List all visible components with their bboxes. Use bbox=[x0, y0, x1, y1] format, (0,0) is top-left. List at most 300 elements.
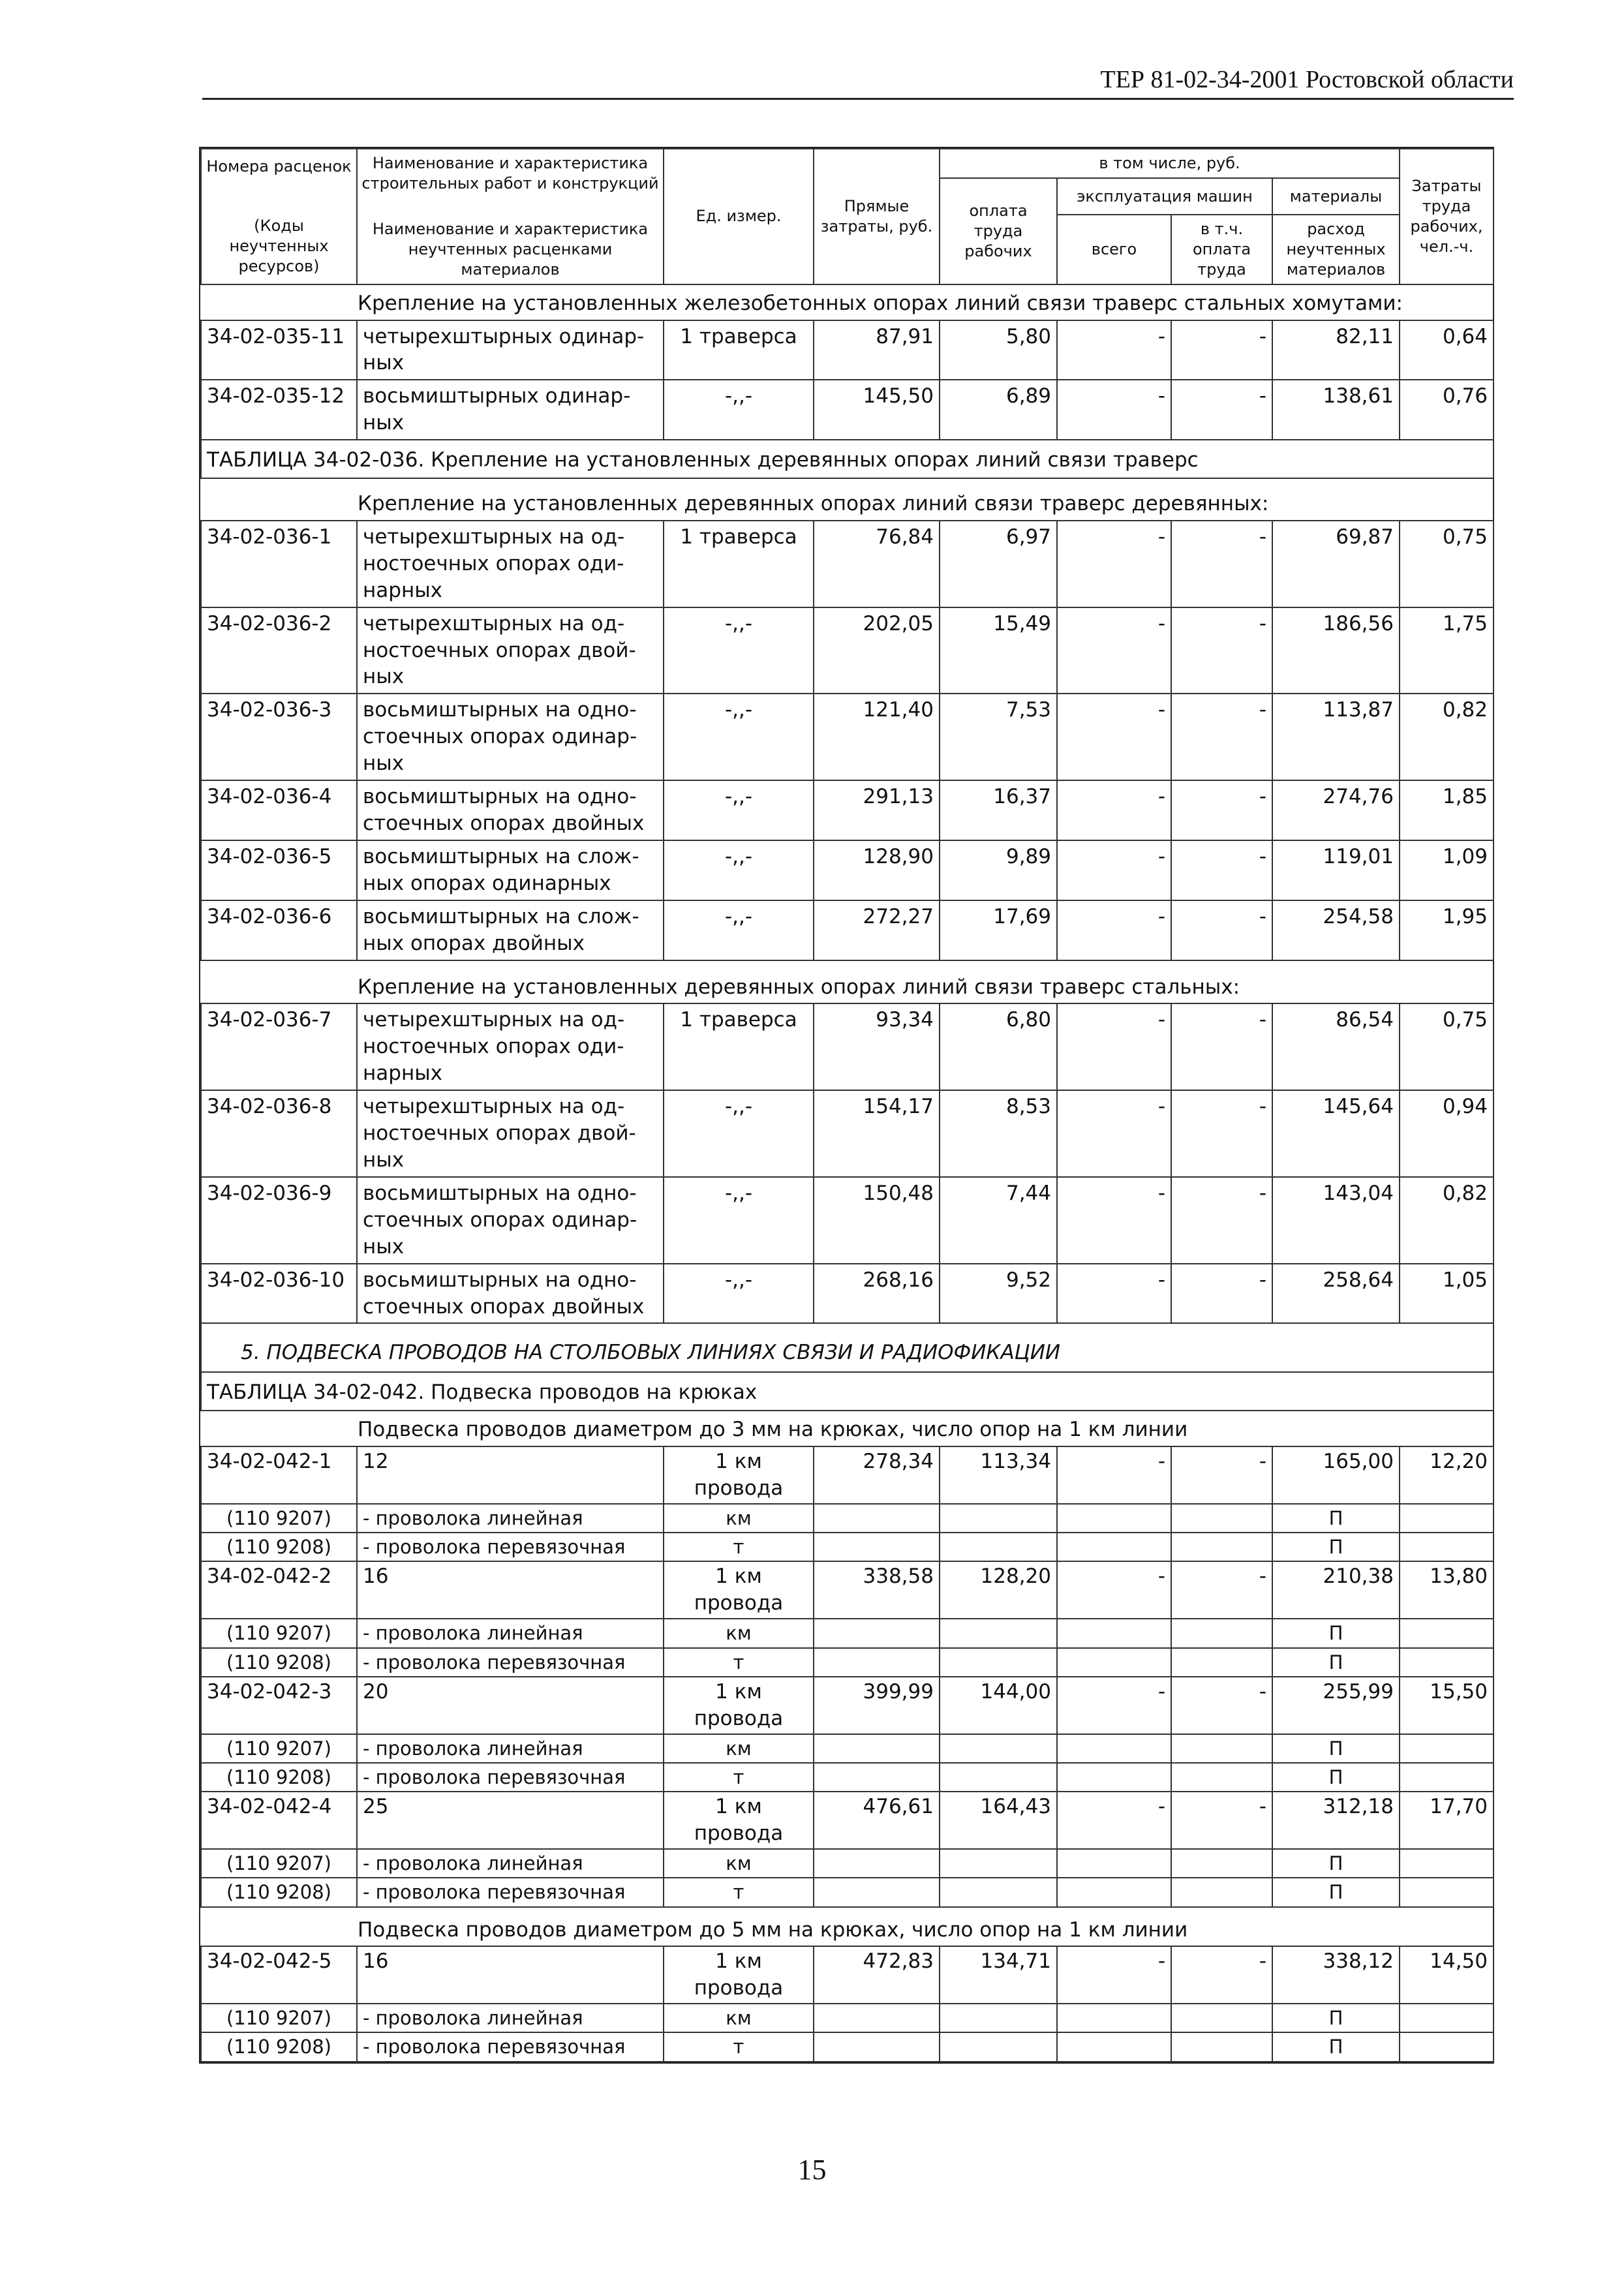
table-042-group2 bbox=[201, 1907, 1494, 1947]
header-materials: материалы bbox=[1272, 178, 1400, 215]
header-machines: эксплуатация машин bbox=[1057, 178, 1272, 215]
unit: 1 км провода bbox=[664, 1446, 814, 1504]
resource-unit: км bbox=[664, 2004, 814, 2032]
work-name: четырехштырных на од-ностоечных опорах оди-нарных bbox=[357, 521, 664, 607]
unit: -,,- bbox=[664, 1177, 814, 1264]
machines-labor-pay: - bbox=[1171, 1946, 1272, 2004]
rate-code: 34-02-036-5 bbox=[201, 840, 357, 900]
labor-hours: 15,50 bbox=[1400, 1677, 1494, 1734]
materials: 255,99 bbox=[1272, 1677, 1400, 1734]
unit: -,,- bbox=[664, 1090, 814, 1177]
empty-cell bbox=[1171, 1504, 1272, 1533]
resource-materials: П bbox=[1272, 1619, 1400, 1647]
empty-cell bbox=[940, 2004, 1057, 2032]
machines-total: - bbox=[1057, 607, 1171, 694]
table-row bbox=[201, 694, 1494, 780]
empty-cell bbox=[814, 1504, 940, 1533]
work-name: четырехштырных одинар-ных bbox=[357, 320, 664, 380]
table-row bbox=[201, 1946, 1494, 2004]
empty-cell bbox=[1400, 2032, 1494, 2061]
empty-cell bbox=[814, 1533, 940, 1561]
machines-labor-pay: - bbox=[1171, 1677, 1272, 1734]
empty-cell bbox=[1057, 1878, 1171, 1906]
labor-hours: 1,05 bbox=[1400, 1264, 1494, 1324]
empty-cell bbox=[940, 1533, 1057, 1561]
empty-cell bbox=[1171, 1849, 1272, 1878]
resource-code: (110 9207) bbox=[201, 2004, 357, 2032]
direct-costs: 268,16 bbox=[814, 1264, 940, 1324]
machines-labor-pay: - bbox=[1171, 521, 1272, 607]
resource-unit: км bbox=[664, 1504, 814, 1533]
empty-cell bbox=[814, 1849, 940, 1878]
section-035-rows bbox=[201, 320, 1494, 440]
direct-costs: 128,90 bbox=[814, 840, 940, 900]
table-row bbox=[201, 521, 1494, 607]
rate-code: 34-02-036-7 bbox=[201, 1003, 357, 1090]
empty-cell bbox=[940, 1763, 1057, 1792]
labor-hours: 0,82 bbox=[1400, 1177, 1494, 1264]
unit: -,,- bbox=[664, 900, 814, 960]
resource-code: (110 9208) bbox=[201, 1533, 357, 1561]
empty-cell bbox=[814, 1763, 940, 1792]
unit: 1 траверса bbox=[664, 1003, 814, 1090]
unit: -,,- bbox=[664, 840, 814, 900]
labor-hours: 1,09 bbox=[1400, 840, 1494, 900]
labor-hours: 12,20 bbox=[1400, 1446, 1494, 1504]
table-row bbox=[201, 320, 1494, 380]
machines-labor-pay: - bbox=[1171, 1264, 1272, 1324]
resource-name: - проволока линейная bbox=[357, 1619, 664, 1647]
materials: 82,11 bbox=[1272, 320, 1400, 380]
rate-code: 34-02-036-10 bbox=[201, 1264, 357, 1324]
resource-row bbox=[201, 1533, 1494, 1561]
unit: 1 км провода bbox=[664, 1561, 814, 1619]
resource-unit: т bbox=[664, 1648, 814, 1677]
machines-total: - bbox=[1057, 320, 1171, 380]
empty-cell bbox=[1400, 1734, 1494, 1763]
empty-cell bbox=[940, 2032, 1057, 2061]
direct-costs: 338,58 bbox=[814, 1561, 940, 1619]
empty-cell bbox=[1171, 1648, 1272, 1677]
materials: 258,64 bbox=[1272, 1264, 1400, 1324]
empty-cell bbox=[1171, 1619, 1272, 1647]
machines-total: - bbox=[1057, 1177, 1171, 1264]
table-row bbox=[201, 380, 1494, 440]
direct-costs: 472,83 bbox=[814, 1946, 940, 2004]
empty-cell bbox=[814, 1734, 940, 1763]
resource-row bbox=[201, 2004, 1494, 2032]
resource-row bbox=[201, 1504, 1494, 1533]
rate-code: 34-02-035-12 bbox=[201, 380, 357, 440]
chapter-title: 5. ПОДВЕСКА ПРОВОДОВ НА СТОЛБОВЫХ ЛИНИЯХ СВЯЗИ И РАДИОФИКАЦИИ bbox=[201, 1323, 1494, 1372]
rate-code: 34-02-042-3 bbox=[201, 1677, 357, 1734]
labor-pay: 9,89 bbox=[940, 840, 1057, 900]
resource-code: (110 9208) bbox=[201, 1648, 357, 1677]
work-name: восьмиштырных на одно-стоечных опорах двойных bbox=[357, 780, 664, 840]
machines-total: - bbox=[1057, 780, 1171, 840]
rate-code: 34-02-036-9 bbox=[201, 1177, 357, 1264]
work-name: восьмиштырных на слож-ных опорах одинарных bbox=[357, 840, 664, 900]
rate-code: 34-02-036-2 bbox=[201, 607, 357, 694]
materials: 186,56 bbox=[1272, 607, 1400, 694]
unit: 1 траверса bbox=[664, 521, 814, 607]
page-number: 15 bbox=[797, 2154, 827, 2186]
machines-labor-pay: - bbox=[1171, 780, 1272, 840]
unit: -,,- bbox=[664, 607, 814, 694]
labor-pay: 7,44 bbox=[940, 1177, 1057, 1264]
work-name: восьмиштырных на одно-стоечных опорах одинар-ных bbox=[357, 694, 664, 780]
header-materials-unaccounted: расход неучтенных материалов bbox=[1272, 215, 1400, 284]
empty-cell bbox=[1057, 1648, 1171, 1677]
labor-hours: 0,82 bbox=[1400, 694, 1494, 780]
resource-code: (110 9207) bbox=[201, 1619, 357, 1647]
empty-cell bbox=[814, 1619, 940, 1647]
materials: 143,04 bbox=[1272, 1177, 1400, 1264]
section-035 bbox=[201, 284, 1494, 320]
header-codes: Номера расценок (Коды неучтенных ресурсов) bbox=[201, 149, 357, 284]
empty-cell bbox=[940, 1878, 1057, 1906]
resource-name: - проволока линейная bbox=[357, 1504, 664, 1533]
empty-cell bbox=[1400, 1849, 1494, 1878]
table-caption: ТАБЛИЦА 34-02-042. Подвеска проводов на крюках bbox=[201, 1372, 1494, 1411]
table-036-group2 bbox=[201, 960, 1494, 1004]
table-036-group1-rows bbox=[201, 521, 1494, 960]
resource-unit: т bbox=[664, 1763, 814, 1792]
resource-materials: П bbox=[1272, 1533, 1400, 1561]
section-title: Подвеска проводов диаметром до 3 мм на крюках, число опор на 1 км линии bbox=[201, 1411, 1494, 1446]
labor-hours: 0,75 bbox=[1400, 521, 1494, 607]
resource-row bbox=[201, 1734, 1494, 1763]
direct-costs: 121,40 bbox=[814, 694, 940, 780]
table-042-group1-rows bbox=[201, 1446, 1494, 1906]
machines-labor-pay: - bbox=[1171, 840, 1272, 900]
machines-labor-pay: - bbox=[1171, 380, 1272, 440]
resource-materials: П bbox=[1272, 1734, 1400, 1763]
labor-hours: 13,80 bbox=[1400, 1561, 1494, 1619]
labor-hours: 14,50 bbox=[1400, 1946, 1494, 2004]
resource-unit: т bbox=[664, 1878, 814, 1906]
empty-cell bbox=[1057, 1533, 1171, 1561]
resource-unit: км bbox=[664, 1734, 814, 1763]
materials: 145,64 bbox=[1272, 1090, 1400, 1177]
rate-code: 34-02-035-11 bbox=[201, 320, 357, 380]
labor-hours: 0,64 bbox=[1400, 320, 1494, 380]
resource-materials: П bbox=[1272, 1763, 1400, 1792]
poles-per-km: 25 bbox=[357, 1792, 664, 1849]
labor-hours: 1,85 bbox=[1400, 780, 1494, 840]
rate-code: 34-02-036-6 bbox=[201, 900, 357, 960]
empty-cell bbox=[1057, 1619, 1171, 1647]
rate-code: 34-02-042-4 bbox=[201, 1792, 357, 1849]
empty-cell bbox=[1400, 1619, 1494, 1647]
machines-total: - bbox=[1057, 1090, 1171, 1177]
table-row bbox=[201, 1792, 1494, 1849]
direct-costs: 76,84 bbox=[814, 521, 940, 607]
empty-cell bbox=[940, 1849, 1057, 1878]
materials: 312,18 bbox=[1272, 1792, 1400, 1849]
table-row bbox=[201, 607, 1494, 694]
machines-labor-pay: - bbox=[1171, 1177, 1272, 1264]
section-title: Крепление на установленных деревянных опорах линий связи траверс деревянных: bbox=[201, 478, 1494, 521]
table-row bbox=[201, 1264, 1494, 1324]
resource-code: (110 9208) bbox=[201, 2032, 357, 2061]
resource-code: (110 9207) bbox=[201, 1849, 357, 1878]
machines-labor-pay: - bbox=[1171, 1561, 1272, 1619]
running-header: ТЕР 81-02-34-2001 Ростовской области bbox=[1100, 66, 1514, 93]
machines-total: - bbox=[1057, 1946, 1171, 2004]
resource-code: (110 9208) bbox=[201, 1763, 357, 1792]
labor-pay: 9,52 bbox=[940, 1264, 1057, 1324]
labor-hours: 0,94 bbox=[1400, 1090, 1494, 1177]
rates-table bbox=[200, 148, 1494, 2062]
unit: 1 траверса bbox=[664, 320, 814, 380]
direct-costs: 145,50 bbox=[814, 380, 940, 440]
machines-labor-pay: - bbox=[1171, 607, 1272, 694]
work-name: четырехштырных на од-ностоечных опорах двой-ных bbox=[357, 1090, 664, 1177]
labor-pay: 17,69 bbox=[940, 900, 1057, 960]
materials: 165,00 bbox=[1272, 1446, 1400, 1504]
unit: 1 км провода bbox=[664, 1792, 814, 1849]
work-name: восьмиштырных на одно-стоечных опорах одинар-ных bbox=[357, 1177, 664, 1264]
empty-cell bbox=[1400, 1763, 1494, 1792]
materials: 210,38 bbox=[1272, 1561, 1400, 1619]
resource-row bbox=[201, 1763, 1494, 1792]
resource-row bbox=[201, 1648, 1494, 1677]
machines-total: - bbox=[1057, 694, 1171, 780]
poles-per-km: 20 bbox=[357, 1677, 664, 1734]
rate-code: 34-02-036-8 bbox=[201, 1090, 357, 1177]
machines-total: - bbox=[1057, 1446, 1171, 1504]
empty-cell bbox=[1057, 2004, 1171, 2032]
poles-per-km: 16 bbox=[357, 1561, 664, 1619]
work-name: восьмиштырных одинар-ных bbox=[357, 380, 664, 440]
materials: 254,58 bbox=[1272, 900, 1400, 960]
machines-labor-pay: - bbox=[1171, 900, 1272, 960]
direct-costs: 202,05 bbox=[814, 607, 940, 694]
work-name: четырехштырных на од-ностоечных опорах двой-ных bbox=[357, 607, 664, 694]
resource-name: - проволока перевязочная bbox=[357, 1648, 664, 1677]
unit: 1 км провода bbox=[664, 1677, 814, 1734]
materials: 338,12 bbox=[1272, 1946, 1400, 2004]
machines-total: - bbox=[1057, 1003, 1171, 1090]
direct-costs: 93,34 bbox=[814, 1003, 940, 1090]
machines-labor-pay: - bbox=[1171, 1003, 1272, 1090]
labor-hours: 1,95 bbox=[1400, 900, 1494, 960]
resource-name: - проволока линейная bbox=[357, 1849, 664, 1878]
machines-labor-pay: - bbox=[1171, 1792, 1272, 1849]
labor-pay: 134,71 bbox=[940, 1946, 1057, 2004]
unit: -,,- bbox=[664, 694, 814, 780]
machines-total: - bbox=[1057, 521, 1171, 607]
resource-code: (110 9207) bbox=[201, 1734, 357, 1763]
poles-per-km: 12 bbox=[357, 1446, 664, 1504]
table-036-group2-rows bbox=[201, 1003, 1494, 1323]
empty-cell bbox=[1057, 1734, 1171, 1763]
rate-code: 34-02-036-1 bbox=[201, 521, 357, 607]
header-rule bbox=[202, 98, 1514, 100]
direct-costs: 87,91 bbox=[814, 320, 940, 380]
labor-pay: 6,97 bbox=[940, 521, 1057, 607]
table-row bbox=[201, 1003, 1494, 1090]
resource-code: (110 9207) bbox=[201, 1504, 357, 1533]
resource-name: - проволока перевязочная bbox=[357, 2032, 664, 2061]
header-machines-labor: в т.ч. оплата труда bbox=[1171, 215, 1272, 284]
table-042 bbox=[201, 1323, 1494, 1446]
direct-costs: 278,34 bbox=[814, 1446, 940, 1504]
table-row bbox=[201, 780, 1494, 840]
table-header bbox=[201, 149, 1494, 284]
rate-code: 34-02-036-4 bbox=[201, 780, 357, 840]
labor-hours: 1,75 bbox=[1400, 607, 1494, 694]
unit: -,,- bbox=[664, 380, 814, 440]
unit: 1 км провода bbox=[664, 1946, 814, 2004]
resource-name: - проволока линейная bbox=[357, 1734, 664, 1763]
empty-cell bbox=[814, 2004, 940, 2032]
direct-costs: 476,61 bbox=[814, 1792, 940, 1849]
resource-name: - проволока линейная bbox=[357, 2004, 664, 2032]
empty-cell bbox=[1400, 1504, 1494, 1533]
empty-cell bbox=[814, 2032, 940, 2061]
resource-unit: км bbox=[664, 1849, 814, 1878]
resource-materials: П bbox=[1272, 1648, 1400, 1677]
rate-code: 34-02-042-5 bbox=[201, 1946, 357, 2004]
resource-name: - проволока перевязочная bbox=[357, 1878, 664, 1906]
empty-cell bbox=[1400, 2004, 1494, 2032]
rates-table-frame bbox=[199, 147, 1494, 2064]
empty-cell bbox=[940, 1734, 1057, 1763]
rate-code: 34-02-042-1 bbox=[201, 1446, 357, 1504]
resource-name: - проволока перевязочная bbox=[357, 1763, 664, 1792]
resource-materials: П bbox=[1272, 1849, 1400, 1878]
table-caption: ТАБЛИЦА 34-02-036. Крепление на установленных деревянных опорах линий связи траверс bbox=[201, 440, 1494, 478]
materials: 138,61 bbox=[1272, 380, 1400, 440]
empty-cell bbox=[1057, 1504, 1171, 1533]
machines-total: - bbox=[1057, 840, 1171, 900]
header-machines-total: всего bbox=[1057, 215, 1171, 284]
section-title: Подвеска проводов диаметром до 5 мм на крюках, число опор на 1 км линии bbox=[201, 1907, 1494, 1947]
empty-cell bbox=[1171, 1533, 1272, 1561]
resource-unit: км bbox=[664, 1619, 814, 1647]
labor-pay: 7,53 bbox=[940, 694, 1057, 780]
resource-materials: П bbox=[1272, 1504, 1400, 1533]
empty-cell bbox=[1400, 1878, 1494, 1906]
empty-cell bbox=[1171, 1734, 1272, 1763]
machines-labor-pay: - bbox=[1171, 320, 1272, 380]
machines-total: - bbox=[1057, 1561, 1171, 1619]
direct-costs: 291,13 bbox=[814, 780, 940, 840]
machines-labor-pay: - bbox=[1171, 1090, 1272, 1177]
header-including: в том числе, руб. bbox=[940, 149, 1400, 178]
table-row bbox=[201, 1090, 1494, 1177]
machines-total: - bbox=[1057, 1792, 1171, 1849]
empty-cell bbox=[1171, 2004, 1272, 2032]
work-name: восьмиштырных на одно-стоечных опорах двойных bbox=[357, 1264, 664, 1324]
machines-total: - bbox=[1057, 900, 1171, 960]
empty-cell bbox=[940, 1619, 1057, 1647]
materials: 274,76 bbox=[1272, 780, 1400, 840]
labor-pay: 128,20 bbox=[940, 1561, 1057, 1619]
labor-pay: 164,43 bbox=[940, 1792, 1057, 1849]
empty-cell bbox=[814, 1648, 940, 1677]
resource-row bbox=[201, 1849, 1494, 1878]
machines-labor-pay: - bbox=[1171, 1446, 1272, 1504]
resource-materials: П bbox=[1272, 2004, 1400, 2032]
materials: 86,54 bbox=[1272, 1003, 1400, 1090]
resource-row bbox=[201, 1619, 1494, 1647]
section-title: Крепление на установленных деревянных опорах линий связи траверс стальных: bbox=[201, 960, 1494, 1004]
labor-pay: 16,37 bbox=[940, 780, 1057, 840]
resource-materials: П bbox=[1272, 1878, 1400, 1906]
header-labor-hours: Затраты труда рабочих, чел.-ч. bbox=[1400, 149, 1494, 284]
rate-code: 34-02-036-3 bbox=[201, 694, 357, 780]
table-row bbox=[201, 1561, 1494, 1619]
labor-pay: 8,53 bbox=[940, 1090, 1057, 1177]
table-row bbox=[201, 840, 1494, 900]
resource-name: - проволока перевязочная bbox=[357, 1533, 664, 1561]
labor-pay: 6,80 bbox=[940, 1003, 1057, 1090]
labor-hours: 0,75 bbox=[1400, 1003, 1494, 1090]
machines-total: - bbox=[1057, 380, 1171, 440]
table-row bbox=[201, 1446, 1494, 1504]
resource-unit: т bbox=[664, 2032, 814, 2061]
empty-cell bbox=[940, 1648, 1057, 1677]
unit: -,,- bbox=[664, 780, 814, 840]
empty-cell bbox=[1057, 1849, 1171, 1878]
resource-code: (110 9208) bbox=[201, 1878, 357, 1906]
labor-pay: 15,49 bbox=[940, 607, 1057, 694]
rate-code: 34-02-042-2 bbox=[201, 1561, 357, 1619]
resource-row bbox=[201, 1878, 1494, 1906]
poles-per-km: 16 bbox=[357, 1946, 664, 2004]
empty-cell bbox=[940, 1504, 1057, 1533]
header-direct-costs: Прямые затраты, руб. bbox=[814, 149, 940, 284]
header-unit: Ед. измер. bbox=[664, 149, 814, 284]
table-row bbox=[201, 1177, 1494, 1264]
table-row bbox=[201, 900, 1494, 960]
empty-cell bbox=[1400, 1648, 1494, 1677]
machines-total: - bbox=[1057, 1677, 1171, 1734]
direct-costs: 272,27 bbox=[814, 900, 940, 960]
unit: -,,- bbox=[664, 1264, 814, 1324]
empty-cell bbox=[1171, 2032, 1272, 2061]
empty-cell bbox=[1171, 1763, 1272, 1792]
machines-labor-pay: - bbox=[1171, 694, 1272, 780]
table-042-group2-rows bbox=[201, 1946, 1494, 2061]
direct-costs: 154,17 bbox=[814, 1090, 940, 1177]
section-title: Крепление на установленных железобетонных опорах линий связи траверс стальных хомутами: bbox=[201, 284, 1494, 320]
work-name: четырехштырных на од-ностоечных опорах оди-нарных bbox=[357, 1003, 664, 1090]
materials: 119,01 bbox=[1272, 840, 1400, 900]
labor-pay: 6,89 bbox=[940, 380, 1057, 440]
materials: 113,87 bbox=[1272, 694, 1400, 780]
labor-hours: 0,76 bbox=[1400, 380, 1494, 440]
materials: 69,87 bbox=[1272, 521, 1400, 607]
resource-materials: П bbox=[1272, 2032, 1400, 2061]
labor-pay: 5,80 bbox=[940, 320, 1057, 380]
labor-pay: 144,00 bbox=[940, 1677, 1057, 1734]
work-name: восьмиштырных на слож-ных опорах двойных bbox=[357, 900, 664, 960]
empty-cell bbox=[1400, 1533, 1494, 1561]
machines-total: - bbox=[1057, 1264, 1171, 1324]
empty-cell bbox=[1171, 1878, 1272, 1906]
labor-pay: 113,34 bbox=[940, 1446, 1057, 1504]
direct-costs: 150,48 bbox=[814, 1177, 940, 1264]
table-036 bbox=[201, 440, 1494, 521]
empty-cell bbox=[1057, 2032, 1171, 2061]
empty-cell bbox=[814, 1878, 940, 1906]
header-labor-pay: оплата труда рабочих bbox=[940, 178, 1057, 284]
table-row bbox=[201, 1677, 1494, 1734]
